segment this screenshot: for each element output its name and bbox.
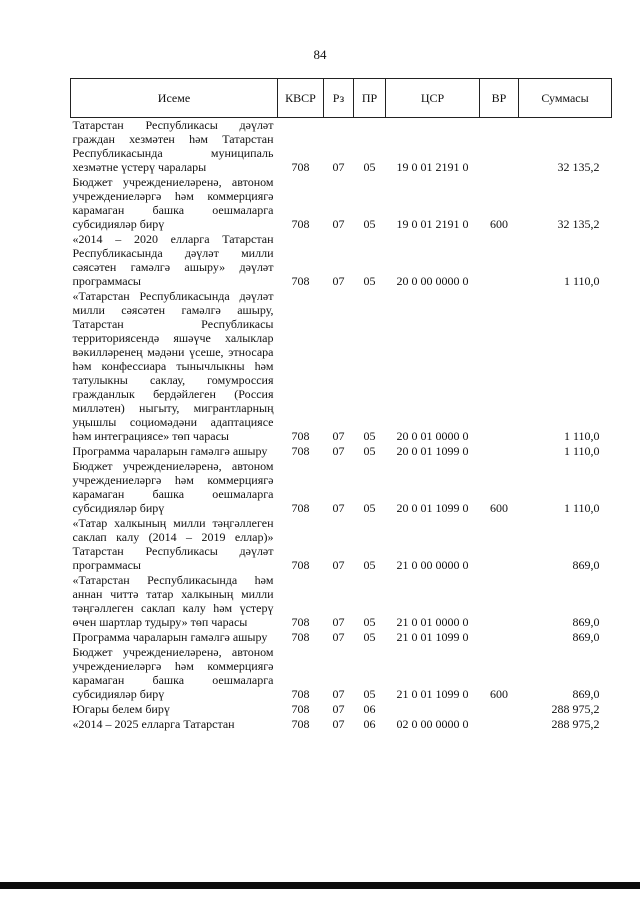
row-kvsr: 708 [291,558,310,572]
row-vr [480,573,519,630]
header-rz: Рз [324,79,354,118]
row-name: «2014 – 2025 елларга Татарстан [72,717,235,731]
row-vr: 600 [490,501,508,515]
row-name: Бюджет учреждениеләренә, автоном учреждениеләргә һәм коммерциягә карамаган башка оешмаларга субсидияләр бирү [72,459,274,515]
row-vr: 600 [490,217,508,231]
row-vr [480,702,519,717]
row-kvsr: 708 [291,160,310,174]
row-name: «Татар халкының милли тәңгәллеген саклап калу (2014 – 2019 еллар)» Татарстан Республикасы дәүләт программасы [72,516,274,572]
page-number: 84 [313,47,327,62]
row-pr: 05 [363,444,376,458]
row-vr [480,444,519,459]
row-csr: 19 0 01 2191 0 [396,217,469,231]
row-rz: 07 [332,429,345,443]
row-rz: 07 [332,160,345,174]
row-name: Югары белем бирү [72,702,170,716]
row-rz: 07 [332,687,345,701]
row-csr: 21 0 01 1099 0 [396,630,469,644]
header-name: Исеме [71,79,278,118]
table-row [71,175,612,232]
row-pr: 06 [363,702,376,716]
row-name: Программа чараларын гамәлгә ашыру [72,444,268,458]
table-row [71,459,612,516]
row-rz: 07 [332,717,345,731]
header-amount: Суммасы [519,79,612,118]
header-csr: ЦСР [386,79,480,118]
row-vr: 600 [490,687,508,701]
row-rz: 07 [332,615,345,629]
row-csr: 20 0 01 1099 0 [396,501,469,515]
row-rz: 07 [332,501,345,515]
row-amount: 32 135,2 [557,217,600,231]
header-vr: ВР [480,79,519,118]
header-pr: ПР [354,79,386,118]
row-rz: 07 [332,558,345,572]
row-kvsr: 708 [291,702,310,716]
row-kvsr: 708 [291,687,310,701]
row-csr: 21 0 01 0000 0 [396,615,469,629]
row-kvsr: 708 [291,501,310,515]
row-pr: 05 [363,687,376,701]
row-amount: 869,0 [572,630,600,644]
row-amount: 288 975,2 [551,702,600,716]
row-pr: 05 [363,615,376,629]
row-name: Татарстан Республикасы дәүләт граждан хезмәтен һәм Татарстан Республикасында муниципаль хезмәтне үстерү чаралары [72,118,274,174]
row-pr: 05 [363,558,376,572]
row-kvsr: 708 [291,444,310,458]
row-csr [386,702,480,717]
row-amount: 288 975,2 [551,717,600,731]
table-header-row [71,79,612,118]
row-kvsr: 708 [291,615,310,629]
row-kvsr: 708 [291,274,310,288]
row-name: «Татарстан Республикасында һәм аннан читтә татар халкының милли тәңгәллеген саклап калу һәм үстерү өчен шартлар тудыру» төп чарасы [72,573,274,629]
row-name: Бюджет учреждениеләренә, автоном учреждениеләргә һәм коммерциягә карамаган башка оешмаларга субсидияләр бирү [72,175,274,231]
row-vr [480,516,519,573]
row-vr [480,717,519,732]
row-rz: 07 [332,702,345,716]
row-pr: 05 [363,501,376,515]
row-csr: 20 0 01 1099 0 [396,444,469,458]
table-row [71,573,612,630]
row-rz: 07 [332,217,345,231]
row-name: Бюджет учреждениеләренә, автоном учреждениеләргә һәм коммерциягә карамаган башка оешмаларга субсидияләр бирү [72,645,274,701]
row-pr: 05 [363,274,376,288]
table-row [71,232,612,289]
row-amount: 1 110,0 [563,501,600,515]
row-rz: 07 [332,274,345,288]
row-csr: 21 0 00 0000 0 [396,558,469,572]
row-rz: 07 [332,630,345,644]
row-amount: 32 135,2 [557,160,600,174]
table-row [71,118,612,176]
table-row [71,630,612,645]
table-row [71,444,612,459]
row-kvsr: 708 [291,717,310,731]
row-name: Программа чараларын гамәлгә ашыру [72,630,268,644]
row-pr: 05 [363,217,376,231]
row-amount: 869,0 [572,687,600,701]
scan-edge-bar [0,882,640,889]
row-vr [480,630,519,645]
row-pr: 05 [363,630,376,644]
row-csr: 20 0 01 0000 0 [396,429,469,443]
table-row [71,645,612,702]
row-csr: 21 0 01 1099 0 [396,687,469,701]
row-pr: 06 [363,717,376,731]
row-amount: 1 110,0 [563,444,600,458]
row-name: «2014 – 2020 елларга Татарстан Республикасында дәүләт милли сәясәтен гамәлгә ашыру» дәүләт программасы [72,232,274,288]
row-vr [480,289,519,444]
row-pr: 05 [363,429,376,443]
row-amount: 869,0 [572,558,600,572]
row-pr: 05 [363,160,376,174]
row-csr: 19 0 01 2191 0 [396,160,469,174]
row-kvsr: 708 [291,429,310,443]
table-row [71,516,612,573]
table-row [71,289,612,444]
row-vr [480,232,519,289]
row-rz: 07 [332,444,345,458]
row-kvsr: 708 [291,217,310,231]
row-csr: 20 0 00 0000 0 [396,274,469,288]
row-amount: 1 110,0 [563,274,600,288]
budget-table [70,78,612,732]
row-vr [480,118,519,176]
row-name: «Татарстан Республикасында дәүләт милли сәясәтен гамәлгә ашыру, Татарстан Республикасы территориясендә яшәүче халыклар вәкилләренең мәдәни үсеше, этносара һәм конфессиара тынычлыкны һәм татулыкны саклау, гомумроссия гражданлык бердәйлеген (Россия милләтен) ныгыту, мигрантларның уңышлы социомәдәни адаптациясе һәм интеграциясе» төп чарасы [72,289,274,443]
row-amount: 1 110,0 [563,429,600,443]
table-row [71,717,612,732]
row-amount: 869,0 [572,615,600,629]
header-kvsr: КВСР [278,79,324,118]
table-row [71,702,612,717]
row-csr: 02 0 00 0000 0 [396,717,469,731]
row-kvsr: 708 [291,630,310,644]
